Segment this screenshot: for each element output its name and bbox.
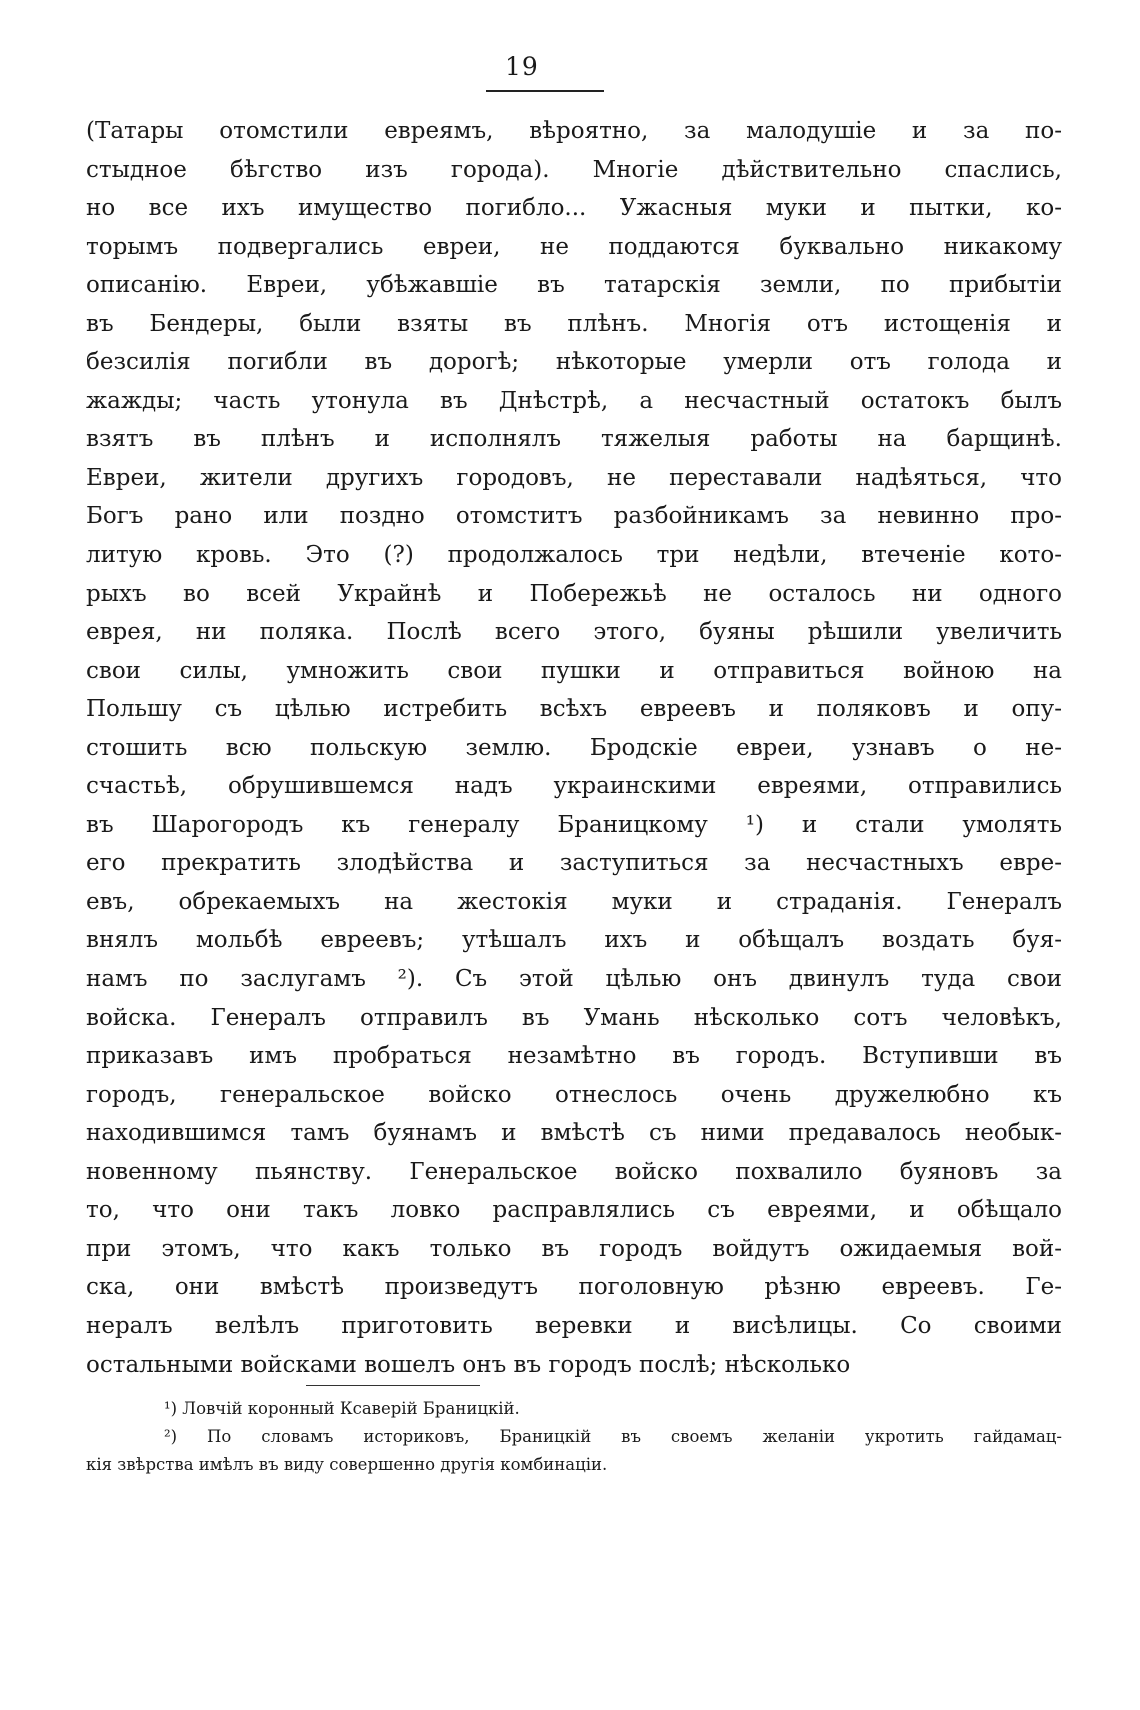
text-line: рыхъ во всей Украйнѣ и Побережьѣ не осталось ни одного <box>86 580 1062 607</box>
body-text <box>86 112 1062 1384</box>
text-line: остальными войсками вошелъ онъ въ городъ послѣ; нѣсколько <box>86 1351 851 1378</box>
text-line: приказавъ имъ пробраться незамѣтно въ городъ. Вступивши въ <box>86 1043 1062 1070</box>
text-line: Евреи, жители другихъ городовъ, не переставали надѣяться, что <box>86 464 1062 491</box>
text-line: войска. Генералъ отправилъ въ Умань нѣсколько сотъ человѣкъ, <box>86 1004 1062 1031</box>
text-line: взятъ въ плѣнъ и исполнялъ тяжелыя работы на барщинѣ. <box>86 426 1062 453</box>
text-line: свои силы, умножить свои пушки и отправиться войною на <box>86 657 1062 684</box>
text-line: счастьѣ, обрушившемся надъ украинскими евреями, отправились <box>86 773 1062 800</box>
footnote-2-continuation: кія звѣрства имѣлъ въ виду совершенно другія комбинаціи. <box>86 1455 608 1474</box>
text-line: еврея, ни поляка. Послѣ всего этого, буяны рѣшили увеличить <box>86 619 1062 646</box>
text-line: новенному пьянству. Генеральское войско похвалило буяновъ за <box>86 1158 1062 1185</box>
text-line: но все ихъ имущество погибло... Ужасныя муки и пытки, ко- <box>86 195 1062 222</box>
text-line: жажды; часть утонула въ Днѣстрѣ, а несчастный остатокъ былъ <box>86 387 1062 414</box>
footnotes <box>86 1395 1062 1479</box>
text-line: въ Шарогородъ къ генералу Браницкому ¹) и стали умолять <box>86 811 1062 838</box>
text-line: въ Бендеры, были взяты въ плѣнъ. Многія отъ истощенія и <box>86 310 1062 337</box>
footnote-rule <box>306 1385 480 1386</box>
footnote-2: ²) По словамъ историковъ, Браницкій въ своемъ желаніи укротить гайдамац- <box>164 1427 1062 1446</box>
text-line: при этомъ, что какъ только въ городъ войдутъ ожидаемыя вой- <box>86 1235 1062 1262</box>
text-line: стыдное бѣгство изъ города). Многіе дѣйствительно спаслись, <box>86 156 1062 183</box>
text-line: ска, они вмѣстѣ произведутъ поголовную рѣзню евреевъ. Ге- <box>86 1274 1062 1301</box>
header-rule <box>486 90 604 92</box>
footnote-1: ¹) Ловчій коронный Ксаверій Браницкій. <box>164 1399 520 1418</box>
text-line: евъ, обрекаемыхъ на жестокія муки и страданія. Генералъ <box>86 888 1062 915</box>
page-number: 19 <box>505 52 539 81</box>
text-line: торымъ подвергались евреи, не поддаются буквально никакому <box>86 233 1062 260</box>
text-line: городъ, генеральское войско отнеслось очень дружелюбно къ <box>86 1081 1062 1108</box>
text-line: нералъ велѣлъ приготовить веревки и висѣлицы. Со своими <box>86 1312 1062 1339</box>
text-line: литую кровь. Это (?) продолжалось три недѣли, втеченіе кото- <box>86 542 1062 569</box>
text-line: (Татары отомстили евреямъ, вѣроятно, за малодушіе и за по- <box>86 118 1062 144</box>
text-line: внялъ мольбѣ евреевъ; утѣшалъ ихъ и обѣщалъ воздать буя- <box>86 927 1062 954</box>
text-line: намъ по заслугамъ ²). Съ этой цѣлью онъ двинулъ туда свои <box>86 966 1062 993</box>
text-line: его прекратить злодѣйства и заступиться за несчастныхъ евре- <box>86 850 1062 877</box>
text-line: стошить всю польскую землю. Бродскіе евреи, узнавъ о не- <box>86 734 1062 761</box>
text-line: то, что они такъ ловко расправлялись съ евреями, и обѣщало <box>86 1197 1062 1224</box>
text-line: Польшу съ цѣлью истребить всѣхъ евреевъ и поляковъ и опу- <box>86 696 1062 723</box>
text-line: безсилія погибли въ дорогѣ; нѣкоторые умерли отъ голода и <box>86 349 1062 376</box>
text-line: находившимся тамъ буянамъ и вмѣстѣ съ ними предавалось необык- <box>86 1120 1062 1147</box>
text-line: Богъ рано или поздно отомститъ разбойникамъ за невинно про- <box>86 503 1062 530</box>
text-line: описанію. Евреи, убѣжавшіе въ татарскія земли, по прибытіи <box>86 272 1062 299</box>
